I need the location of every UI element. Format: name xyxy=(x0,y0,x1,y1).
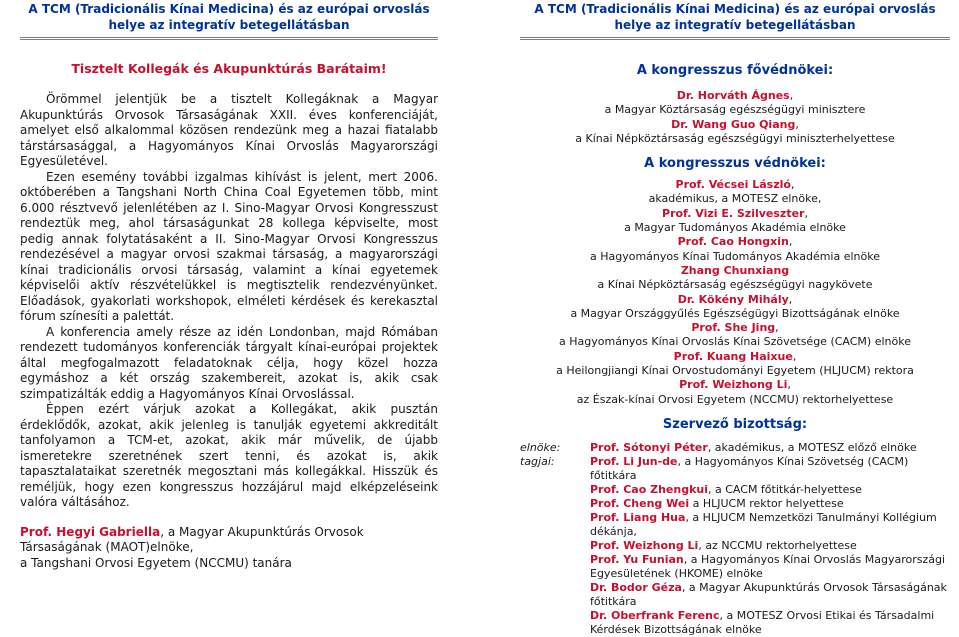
letter-body xyxy=(20,92,438,511)
patrons-title: A kongresszus fővédnökei: xyxy=(636,63,834,78)
organizer-labels xyxy=(520,441,590,637)
list-item: Dr. Bodor Géza, a Magyar Akupunktúrás Orvosok Társaságának főtitkára xyxy=(590,580,947,608)
list-item: a Magyar Köztársaság egészségügyi minisztere xyxy=(604,103,866,117)
patrons-list xyxy=(520,89,950,146)
page-header-right: A TCM (Tradicionális Kínai Medicina) és az európai orvoslás helye az integratív betegellátásban xyxy=(520,1,950,40)
person-name: Zhang Chunxiang xyxy=(680,263,790,277)
paragraph: Ezen esemény további izgalmas kihívást is jelent, mert 2006. októberében a Tangshani North China Coal Egyetemen több, mint 6.000 résztvevő jelenlétében az I. Sino-Magyar Orvosi Kongresszust rendeztük meg, ahol társaságunkat 28 kollega képviselte, most pedig annak folytatásaként a II. Sino-Magyar Orvosi Kongresszus rendezésével a magyar orvosi szakmai társaság, a magyarországi kínai tradicionális orvosi társaság, valamint a kínai egyetemek képviselői aktív részvételükkel is megtisztelik rendezvényünket. Előadások, gyakorlati workshopok, elméleti kérdések és kerekasztal fórum színesíti a palettát. xyxy=(20,169,438,323)
list-item: Prof. Cheng Wei a HLJUCM rektor helyettese xyxy=(590,496,844,510)
person-name: Prof. Weizhong Li xyxy=(679,378,788,392)
paragraph: Éppen ezért várjuk azokat a Kollegákat, akik pusztán érdeklődők, azokat, akik jelenleg is tanulják egyetemi akkreditált tanfolyamon a TCM-et, azokat, akik már művelik, de újabb ismeretekre szeretnének szert tenni, és azokat is, akik tapasztalataikat szeretnék megosztani más kollegákkal. Hisszük és reméljük, hogy ezen kongresszus hozzájárul majd elképzeléseink valóra váltásához. xyxy=(20,402,438,509)
left-column xyxy=(20,0,438,571)
list-item: Dr. Horváth Ágnes, xyxy=(676,89,794,102)
organizers-list xyxy=(520,441,950,637)
organizers-title: Szervező bizottság: xyxy=(662,416,808,432)
list-item: Prof. Cao Zhengkui, a CACM főtitkár-helyettese xyxy=(590,482,862,496)
salutation: Tisztelt Kollegák és Akupunktúrás Barátaim! xyxy=(71,61,387,76)
list-item: Prof. Yu Funian, a Hagyományos Kínai Orvoslás Magyarországi Egyesületének (HKOME) elnöke xyxy=(590,552,946,580)
right-column xyxy=(520,0,950,637)
person-name: Prof. Vizi E. Szilveszter xyxy=(662,206,805,220)
paragraph: A konferencia amely része az idén Londonban, majd Rómában rendezett tudományos konferenciák tárgyalt kínai-európai projektek által megfogalmazott feladatoknak célja, hogy közel hozza egymáshoz a két ország szakembereit, azokat is, akik csak szimpatizálták eddig a Hagyományos Kínai Orvoslással. xyxy=(20,324,438,401)
person-name: Prof. Cao Hongxin xyxy=(677,235,789,249)
list-item: Prof. Liang Hua, a HLJUCM Nemzetközi Tanulmányi Kollégium dékánja, xyxy=(590,510,937,538)
signature-line1: , a Magyar Akupunktúrás Orvosok Társaságának (MAOT)elnöke, xyxy=(20,524,364,554)
person-role: a Kínai Népköztársaság egészségügyi nagykövete xyxy=(597,278,873,292)
person-name: Dr. Kökény Mihály xyxy=(677,292,789,306)
person-role: az Észak-kínai Orvosi Egyetem (NCCMU) rektorhelyettese xyxy=(576,392,894,406)
person-role: a Heilongjiangi Kínai Orvostudományi Egyetem (HLJUCM) rektora xyxy=(556,364,914,378)
person-role: akadémikus, a MOTESZ elnöke xyxy=(648,192,818,206)
paragraph: Örömmel jelentjük be a tisztelt Kollegáknak a Magyar Akupunktúrás Orvosok Társaságának XXII. éves konferenciáját, amelyet első alkalommal közösen rendezünk meg a hazai fiatalabb társtársasággal, a Hagyományos Kínai Orvoslás Magyarországi Egyesületével. xyxy=(20,92,438,168)
list-item: Prof. Weizhong Li, az NCCMU rektorhelyettese xyxy=(590,538,857,552)
person-role: a Magyar Országgyűlés Egészségügyi Bizottságának elnöke xyxy=(570,306,900,320)
page-header-left: A TCM (Tradicionális Kínai Medicina) és az európai orvoslás helye az integratív betegellátásban xyxy=(20,1,438,40)
person-role: a Hagyományos Kínai Tudományos Akadémia elnöke xyxy=(589,249,880,263)
list-item: Dr. Oberfrank Ferenc, a MOTESZ Orvosi Etikai és Társadalmi Kérdések Bizottságának elnöke xyxy=(590,608,935,636)
signature-name: Prof. Hegyi Gabriella xyxy=(20,524,161,539)
chair-label: elnöke: xyxy=(520,440,561,454)
person-name: Prof. She Jing xyxy=(691,321,776,335)
list-item: a Kínai Népköztársaság egészségügyi miniszterhelyettese xyxy=(575,131,895,145)
list-item: Dr. Wang Guo Qiang, xyxy=(671,117,799,131)
list-item: Prof. Sótonyi Péter, akadémikus, a MOTESZ előző elnöke xyxy=(590,440,917,454)
person-role: a Hagyományos Kínai Orvoslás Kínai Szövetsége (CACM) elnöke xyxy=(559,335,911,349)
signature xyxy=(20,525,438,572)
person-name: Prof. Vécsei László xyxy=(675,178,791,192)
list-item: Prof. Li Jun-de, a Hagyományos Kínai Szövetség (CACM) főtitkára xyxy=(590,454,909,482)
protectors-list: Prof. Vécsei László, akadémikus, a MOTESZ elnöke, Prof. Vizi E. Szilveszter, a Magyar Tudományos Akadémia elnöke Prof. Cao Hongxin, a Hagyományos Kínai Tudományos Akadémia elnöke Zhang Chunxiang a Kínai Népköztársaság egészségügyi nagykövete Dr. Kökény Mihály, a Magyar Országgyűlés Egészségügyi Bizottságának elnöke Prof. She Jing, a Hagyományos Kínai Orvoslás Kínai Szövetsége (CACM) elnöke Prof. Kuang Haixue, a Heilongjiangi Kínai Orvostudományi Egyetem (HLJUCM) rektora Prof. Weizhong Li, az Észak-kínai Orvosi Egyetem (NCCMU) rektorhelyettese xyxy=(520,178,950,407)
members-label: tagjai: xyxy=(520,454,555,468)
protectors-title: A kongresszus védnökei: xyxy=(644,156,826,172)
signature-line2: a Tangshani Orvosi Egyetem (NCCMU) tanára xyxy=(20,555,292,570)
person-name: Prof. Kuang Haixue xyxy=(673,349,793,363)
person-role: a Magyar Tudományos Akadémia elnöke xyxy=(624,221,846,235)
